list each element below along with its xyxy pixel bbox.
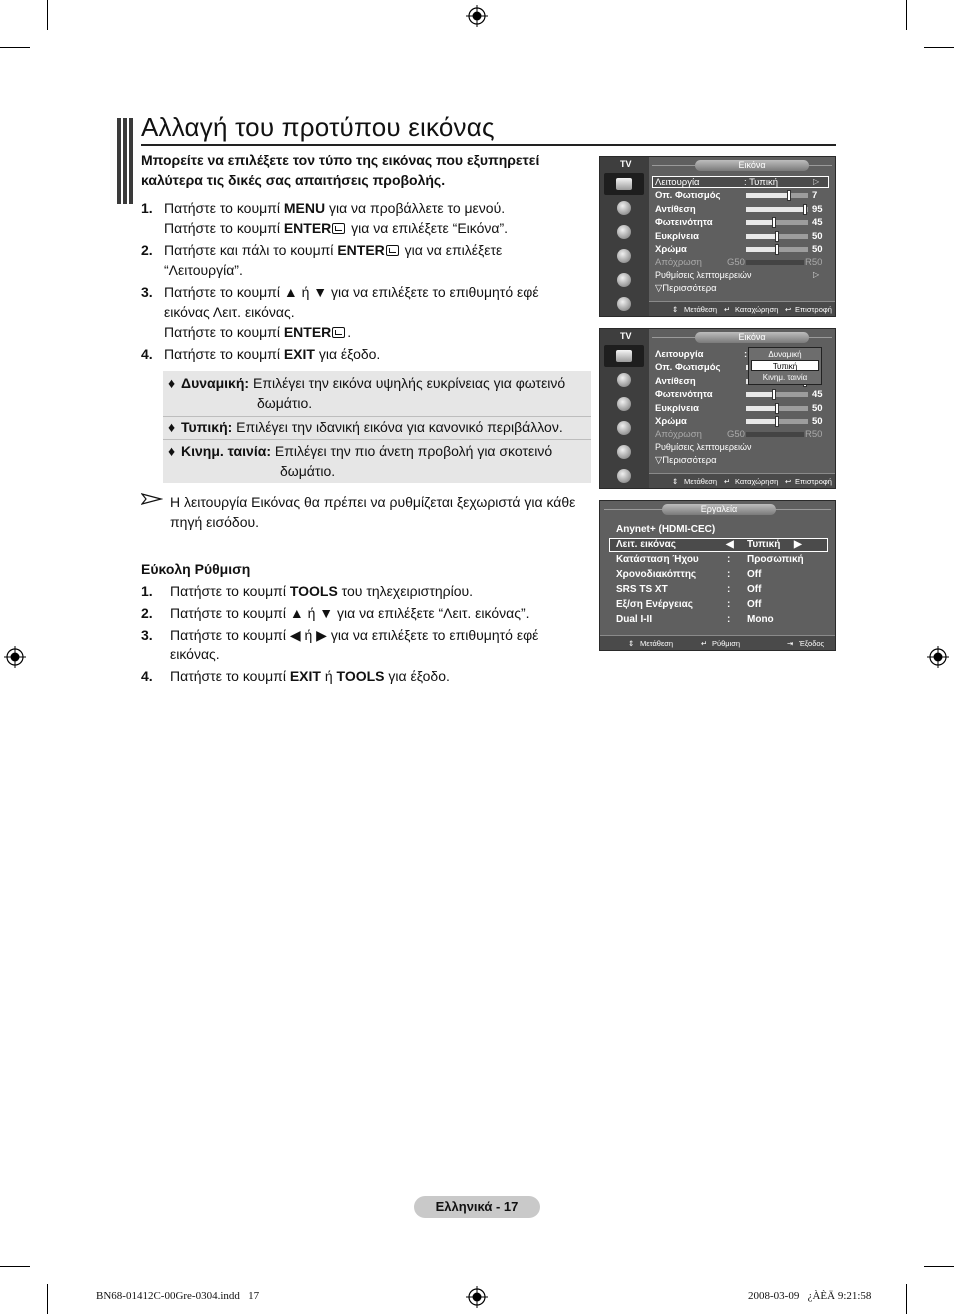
sound-menu-icon[interactable] [604, 369, 644, 391]
channel-menu-icon[interactable] [604, 221, 644, 243]
tools-key: TOOLS [289, 583, 338, 599]
enter-icon [332, 223, 345, 234]
input-menu-icon[interactable] [604, 269, 644, 291]
osd-setting-value: 50 [812, 416, 823, 427]
tools-label: Χρονοδιακόπτης [616, 569, 697, 580]
step-number: 2. [141, 605, 153, 621]
osd-tint-r: R50 [805, 429, 823, 440]
tools-label: Anynet+ (HDMI-CEC) [616, 524, 716, 535]
osd-tint-r: R50 [805, 257, 823, 268]
osd-setting-slider[interactable] [746, 392, 808, 397]
move-icon: ⇕ [628, 639, 635, 648]
osd-mode-label[interactable]: Λειτουργία [655, 349, 704, 360]
tools-row[interactable] [616, 614, 826, 627]
move-icon: ⇕ [672, 477, 679, 486]
step-4 [141, 344, 586, 364]
bullet-icon: ♦ [168, 419, 176, 435]
easy-setting-title: Εύκολη Ρύθμιση [141, 561, 251, 577]
step-text: Πατήστε το κουμπί ▲ ή ▼ για να επιλέξετε το επιθυμητό εφέ [164, 284, 539, 300]
tools-colon: : [727, 584, 731, 595]
file-slug: BN68-01412C-00Gre-0304.indd 17 [96, 1290, 260, 1302]
sound-menu-icon[interactable] [604, 197, 644, 219]
step-text: “Λειτουργία”. [164, 262, 243, 278]
bullet-icon: ♦ [168, 443, 176, 459]
picture-mode-options [163, 371, 591, 483]
tools-value: Προσωπική [747, 554, 804, 565]
osd-tint-g: G50 [727, 257, 745, 268]
step-text: για να επιλέξετε “Εικόνα”. [347, 220, 509, 236]
osd-setting-slider[interactable] [746, 419, 808, 424]
osd-tint-label[interactable]: Απόχρωση [655, 257, 702, 268]
exit-key: EXIT [289, 668, 321, 684]
step-text: Πατήστε το κουμπί [164, 220, 284, 236]
enter-key: ENTER [337, 242, 385, 258]
osd-setting-slider[interactable] [746, 207, 808, 212]
option-dynamic [168, 373, 565, 393]
bullet-icon: ♦ [168, 375, 176, 391]
step-text: Πατήστε και πάλι το κουμπί [164, 242, 338, 258]
osd-setting-slider[interactable] [746, 406, 808, 411]
tools-label: Εξ/ση Ενέργειας [616, 599, 693, 610]
crop-mark [924, 1266, 954, 1267]
osd-setting-value: 45 [812, 389, 823, 400]
osd-setting-label[interactable]: Οπ. Φωτισμός [655, 362, 721, 373]
crop-mark [924, 47, 954, 48]
osd-setting-value: 95 [812, 203, 823, 215]
tools-colon: : [727, 569, 731, 580]
osd-setting-label[interactable]: Ευκρίνεια [655, 402, 699, 414]
step-text: . [347, 324, 352, 340]
osd-footer [649, 301, 835, 316]
date-slug: 2008-03-09 ¿ÀÈÄ 9:21:58 [748, 1290, 872, 1302]
return-icon: ↩ [785, 477, 792, 486]
crop-mark [47, 1284, 48, 1314]
option-desc: Επιλέγει την πιο άνετη προβολή για σκοτεινό [270, 443, 553, 459]
step-number: 1. [141, 200, 153, 216]
option-dynamic-cont [257, 393, 312, 413]
step-3 [141, 282, 586, 342]
input-menu-icon[interactable] [604, 441, 644, 463]
step-number: 1. [141, 583, 153, 599]
osd-setting-value: 50 [812, 230, 823, 242]
step-number: 3. [141, 627, 153, 643]
footer-move: Μετάθεση [684, 477, 718, 486]
option-name: Τυπική: [181, 419, 233, 435]
channel-menu-icon[interactable] [604, 393, 644, 415]
easy-step-2 [141, 604, 581, 623]
slider-fill [746, 220, 774, 225]
step-number: 3. [141, 284, 153, 300]
tools-label: SRS TS XT [616, 584, 668, 595]
picture-menu-icon[interactable] [604, 173, 644, 195]
slider-knob[interactable] [775, 231, 779, 242]
step-text: του τηλεχειριστηρίου. [337, 583, 474, 599]
osd-footer [649, 473, 835, 488]
setup-menu-icon[interactable] [604, 245, 644, 267]
page-number: Ελληνικά - 17 [414, 1196, 540, 1218]
page-title: Αλλαγή του προτύπου εικόνας [141, 112, 495, 142]
option-name: Δυναμική: [181, 375, 250, 391]
osd-setting-label[interactable]: Οπ. Φωτισμός [655, 190, 721, 201]
osd-mode-label[interactable]: Λειτουργία [655, 177, 700, 188]
tools-label: Dual I-II [616, 614, 653, 625]
application-menu-icon[interactable] [604, 293, 644, 315]
tools-key: TOOLS [336, 668, 385, 684]
enter-icon: ↵ [724, 477, 731, 486]
enter-icon [386, 245, 399, 256]
footer-enter: Καταχώρηση [735, 305, 779, 314]
slider-knob[interactable] [803, 204, 807, 215]
tools-row[interactable] [616, 524, 826, 537]
step-text: ή [320, 668, 337, 684]
osd-header: Εικόνα [695, 160, 809, 171]
osd-setting-value: 45 [812, 217, 823, 228]
chevron-right-icon: ▷ [813, 270, 820, 279]
option-desc: Επιλέγει την εικόνα υψηλής ευκρίνειας για φωτεινό [249, 375, 566, 391]
mode-dropdown[interactable] [748, 347, 822, 385]
divider [163, 439, 591, 440]
setup-menu-icon[interactable] [604, 417, 644, 439]
chevron-right-icon: ▷ [813, 177, 820, 186]
osd-tv-label: TV [620, 331, 632, 341]
osd-tint-bar [746, 260, 804, 265]
option-standard [168, 417, 563, 437]
osd-setting-label[interactable]: Χρώμα [655, 416, 687, 427]
osd-tv-label: TV [620, 159, 632, 169]
osd-mode-value: : Τυπική [744, 177, 778, 188]
step-text: για έξοδο. [314, 346, 381, 362]
step-number: 4. [141, 668, 153, 684]
tools-colon: : [727, 599, 731, 610]
step-number: 4. [141, 346, 153, 362]
enter-key: ENTER [283, 324, 332, 340]
osd-setting-slider[interactable] [746, 220, 808, 225]
osd-setting-label[interactable]: Αντίθεση [655, 203, 696, 215]
tools-value: Off [747, 569, 762, 580]
osd-setting-label[interactable]: Ευκρίνεια [655, 230, 699, 242]
slider-fill [746, 207, 805, 212]
return-icon: ↩ [785, 305, 792, 314]
slider-knob[interactable] [775, 416, 779, 427]
osd-setting-value: 7 [812, 190, 818, 201]
tools-row[interactable] [616, 584, 826, 597]
footer-move: Μετάθεση [640, 639, 674, 648]
slider-knob[interactable] [772, 217, 776, 228]
slider-fill [746, 419, 777, 424]
osd-more[interactable]: ▽Περισσότερα [655, 283, 717, 294]
registration-mark-icon [927, 646, 949, 668]
registration-mark-icon [4, 646, 26, 668]
slider-knob[interactable] [772, 389, 776, 400]
footer-enter: Καταχώρηση [735, 477, 779, 486]
step-1 [141, 198, 586, 238]
osd-mode-colon: : [744, 349, 748, 360]
slider-fill [746, 234, 777, 239]
title-decoration [117, 118, 133, 204]
menu-key: MENU [283, 200, 326, 216]
mode-option-movie[interactable]: Κινημ. ταινία [762, 373, 808, 382]
footer-return: Επιστροφή [795, 305, 832, 314]
enter-key: ENTER [283, 220, 332, 236]
slider-fill [746, 247, 777, 252]
tools-row[interactable] [616, 539, 826, 552]
osd-setting-value: 50 [812, 244, 823, 255]
step-text: Πατήστε το κουμπί [170, 583, 290, 599]
step-text: Πατήστε το κουμπί [170, 668, 290, 684]
osd-setting-slider[interactable] [746, 193, 808, 198]
osd-tools-menu [599, 500, 836, 651]
mode-option-dynamic[interactable]: Δυναμική [768, 350, 802, 359]
step-text: για να επιλέξετε [400, 242, 503, 258]
osd-setting-label[interactable]: Αντίθεση [655, 375, 696, 387]
tools-row[interactable] [616, 554, 826, 567]
registration-mark-icon [466, 5, 488, 27]
tools-header: Εργαλεία [662, 504, 776, 515]
crop-mark [906, 1284, 907, 1314]
enter-icon: ↵ [724, 305, 731, 314]
title-rule [141, 144, 836, 146]
tools-colon: : [727, 614, 731, 625]
osd-setting-label[interactable]: Φωτεινότητα [655, 217, 713, 228]
osd-detail-settings[interactable]: Ρυθμίσεις λεπτομερειών [655, 442, 752, 452]
osd-tint-bar [746, 432, 804, 437]
tools-footer [600, 635, 835, 650]
note-text: Η λειτουργία Εικόνας θα πρέπει να ρυθμίζεται ξεχωριστά για κάθε πηγή εισόδου. [170, 494, 576, 530]
crop-mark [906, 0, 907, 30]
step-text: για να προβάλλετε το μενού. [325, 200, 506, 216]
enter-icon [332, 327, 345, 338]
osd-setting-slider[interactable] [746, 234, 808, 239]
tools-value: Τυπική [747, 539, 781, 550]
tools-right: ▶ [794, 539, 802, 550]
steps-list [141, 198, 586, 366]
tools-colon: : [727, 554, 731, 565]
slider-fill [746, 406, 777, 411]
option-desc: δωμάτιο. [280, 463, 336, 479]
tools-value: Mono [747, 614, 774, 625]
mode-option-standard[interactable]: Τυπική [751, 360, 819, 371]
picture-menu-icon[interactable] [604, 345, 644, 367]
slider-knob[interactable] [775, 244, 779, 255]
slider-knob[interactable] [787, 190, 791, 201]
easy-step-3 [141, 626, 581, 664]
exit-icon: ⇥ [787, 639, 794, 648]
option-movie-cont [280, 461, 335, 481]
tools-value: Off [747, 584, 762, 595]
footer-adjust: Ρύθμιση [712, 639, 741, 648]
step-text: για έξοδο. [384, 668, 450, 684]
osd-picture-menu-2 [599, 328, 836, 489]
option-desc: Επιλέγει την ιδανική εικόνα για κανονικό περιβάλλον. [232, 419, 563, 435]
crop-mark [47, 0, 48, 30]
step-text: εικόνας Λειτ. εικόνας. [164, 304, 295, 320]
osd-header: Εικόνα [695, 332, 809, 343]
tools-label: Κατάσταση Ήχου [616, 554, 699, 565]
footer-move: Μετάθεση [684, 305, 718, 314]
step-text: Πατήστε το κουμπί ◀ ή ▶ για να επιλέξετε το επιθυμητό εφέ εικόνας. [170, 627, 539, 662]
option-name: Κινημ. ταινία: [181, 443, 271, 459]
step-text: Πατήστε το κουμπί [164, 200, 284, 216]
footer-return: Επιστροφή [795, 477, 832, 486]
step-text: Πατήστε το κουμπί [164, 346, 284, 362]
step-text: Πατήστε το κουμπί ▲ ή ▼ για να επιλέξετε “Λειτ. εικόνας”. [170, 605, 530, 621]
application-menu-icon[interactable] [604, 465, 644, 487]
easy-step-1 [141, 582, 581, 601]
step-number: 2. [141, 242, 153, 258]
osd-detail-settings[interactable]: Ρυθμίσεις λεπτομερειών [655, 270, 752, 280]
easy-step-4 [141, 667, 581, 686]
step-text: Πατήστε το κουμπί [164, 324, 284, 340]
footer-exit: Έξοδος [799, 639, 825, 648]
enter-icon: ↵ [701, 639, 708, 648]
registration-mark-icon [466, 1286, 488, 1308]
osd-setting-label[interactable]: Χρώμα [655, 244, 687, 255]
intro-text: Μπορείτε να επιλέξετε τον τύπο της εικόνας που εξυπηρετεί καλύτερα τις δικές σας απαιτήσεις προβολής. [141, 152, 540, 188]
osd-setting-value: 50 [812, 402, 823, 414]
osd-tint-g: G50 [727, 429, 745, 440]
move-icon: ⇕ [672, 305, 679, 314]
slider-fill [746, 392, 774, 397]
exit-key: EXIT [283, 346, 315, 362]
easy-steps-list [141, 582, 581, 689]
tools-label: Λειτ. εικόνας [616, 539, 676, 550]
tools-value: Off [747, 599, 762, 610]
tools-colon: ◀ [726, 539, 734, 550]
osd-more[interactable]: ▽Περισσότερα [655, 455, 717, 466]
osd-tint-label[interactable]: Απόχρωση [655, 429, 702, 440]
option-desc: δωμάτιο. [257, 395, 313, 411]
osd-picture-menu-1 [599, 156, 836, 317]
osd-setting-label[interactable]: Φωτεινότητα [655, 389, 713, 400]
tools-row[interactable] [616, 569, 826, 582]
step-2 [141, 240, 586, 280]
tools-row[interactable] [616, 599, 826, 612]
osd-setting-slider[interactable] [746, 247, 808, 252]
slider-knob[interactable] [775, 403, 779, 414]
crop-mark [0, 1266, 30, 1267]
slider-fill [746, 193, 789, 198]
crop-mark [0, 47, 30, 48]
option-movie [168, 441, 552, 461]
